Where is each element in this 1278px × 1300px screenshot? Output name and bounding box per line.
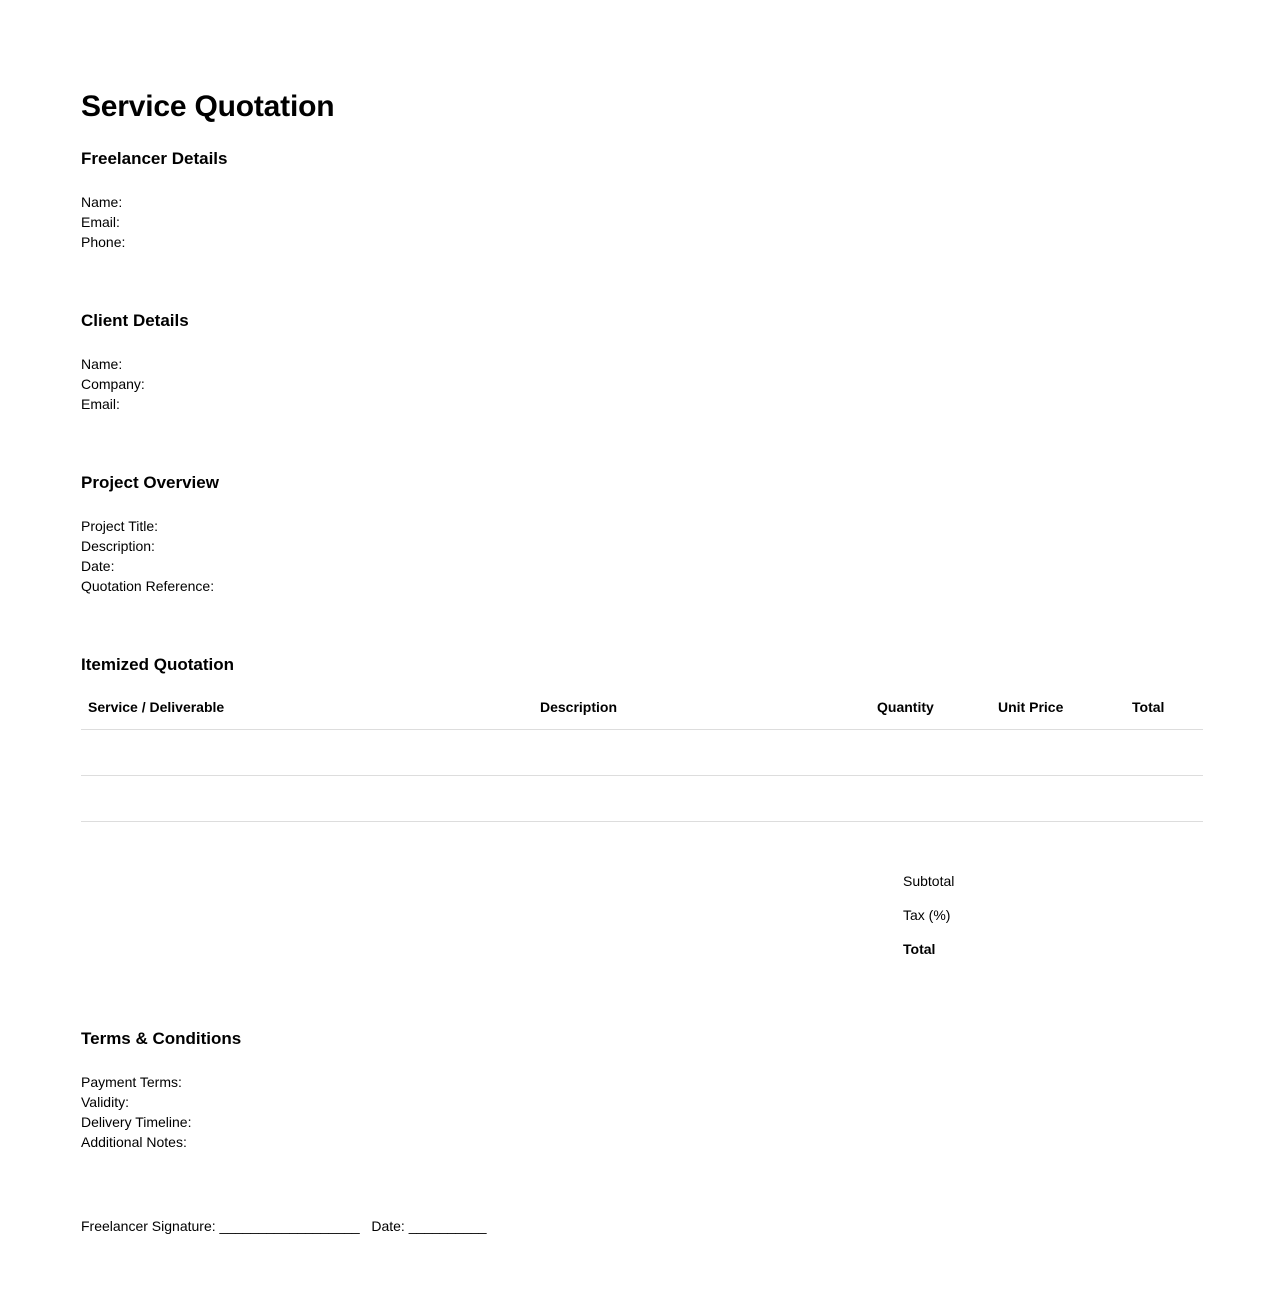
column-header-service-deliverable: Service / Deliverable bbox=[81, 699, 540, 730]
signature-spacer bbox=[360, 1218, 372, 1234]
itemized-quotation-table bbox=[81, 699, 1203, 822]
field-project-date: Date: bbox=[81, 558, 115, 574]
cell-description[interactable] bbox=[540, 730, 877, 776]
cell-unit-price[interactable] bbox=[998, 776, 1132, 822]
section-heading-terms-conditions: Terms & Conditions bbox=[81, 1029, 242, 1048]
section-heading-freelancer-details: Freelancer Details bbox=[81, 149, 228, 168]
cell-description[interactable] bbox=[540, 776, 877, 822]
table-row[interactable] bbox=[81, 776, 1203, 822]
freelancer-signature-rule[interactable]: __________________ bbox=[219, 1218, 360, 1234]
cell-total[interactable] bbox=[1132, 776, 1203, 822]
field-additional-notes: Additional Notes: bbox=[81, 1134, 187, 1150]
cell-quantity[interactable] bbox=[877, 776, 998, 822]
section-heading-client-details: Client Details bbox=[81, 311, 189, 330]
table-header-row bbox=[81, 699, 1203, 730]
column-header-description: Description bbox=[540, 699, 877, 730]
signature-date-rule[interactable]: __________ bbox=[408, 1218, 487, 1234]
totals-row-tax bbox=[903, 898, 1196, 932]
totals-row-subtotal bbox=[903, 864, 1196, 898]
field-client-company: Company: bbox=[81, 376, 145, 392]
tax-label: Tax (%) bbox=[903, 907, 951, 923]
signature-date-label: Date: bbox=[371, 1218, 409, 1234]
totals-block bbox=[903, 864, 1196, 966]
field-freelancer-email: Email: bbox=[81, 214, 120, 230]
field-quotation-reference: Quotation Reference: bbox=[81, 578, 215, 594]
page-title: Service Quotation bbox=[81, 90, 335, 123]
field-payment-terms: Payment Terms: bbox=[81, 1074, 182, 1090]
section-heading-itemized-quotation: Itemized Quotation bbox=[81, 655, 234, 674]
signature-line bbox=[81, 1152, 1197, 1236]
freelancer-signature-label: Freelancer Signature: bbox=[81, 1218, 220, 1234]
field-project-description: Description: bbox=[81, 538, 155, 554]
table-body bbox=[81, 730, 1203, 822]
total-label: Total bbox=[903, 941, 936, 957]
section-heading-project-overview: Project Overview bbox=[81, 473, 219, 492]
freelancer-details-field-list bbox=[81, 170, 1197, 252]
cell-quantity[interactable] bbox=[877, 730, 998, 776]
column-header-unit-price: Unit Price bbox=[998, 699, 1132, 730]
field-delivery-timeline: Delivery Timeline: bbox=[81, 1114, 192, 1130]
cell-service[interactable] bbox=[81, 776, 540, 822]
cell-unit-price[interactable] bbox=[998, 730, 1132, 776]
column-header-quantity: Quantity bbox=[877, 699, 998, 730]
field-freelancer-phone: Phone: bbox=[81, 234, 126, 250]
field-project-title: Project Title: bbox=[81, 518, 159, 534]
cell-total[interactable] bbox=[1132, 730, 1203, 776]
field-validity: Validity: bbox=[81, 1094, 129, 1110]
totals-row-total bbox=[903, 932, 1196, 966]
column-header-total: Total bbox=[1132, 699, 1203, 730]
field-client-email: Email: bbox=[81, 396, 120, 412]
table-row[interactable] bbox=[81, 730, 1203, 776]
field-freelancer-name: Name: bbox=[81, 194, 123, 210]
project-overview-field-list bbox=[81, 494, 1197, 596]
subtotal-label: Subtotal bbox=[903, 873, 955, 889]
terms-conditions-field-list bbox=[81, 1050, 1197, 1152]
cell-service[interactable] bbox=[81, 730, 540, 776]
client-details-field-list bbox=[81, 332, 1197, 414]
field-client-name: Name: bbox=[81, 356, 123, 372]
table-header bbox=[81, 699, 1203, 730]
